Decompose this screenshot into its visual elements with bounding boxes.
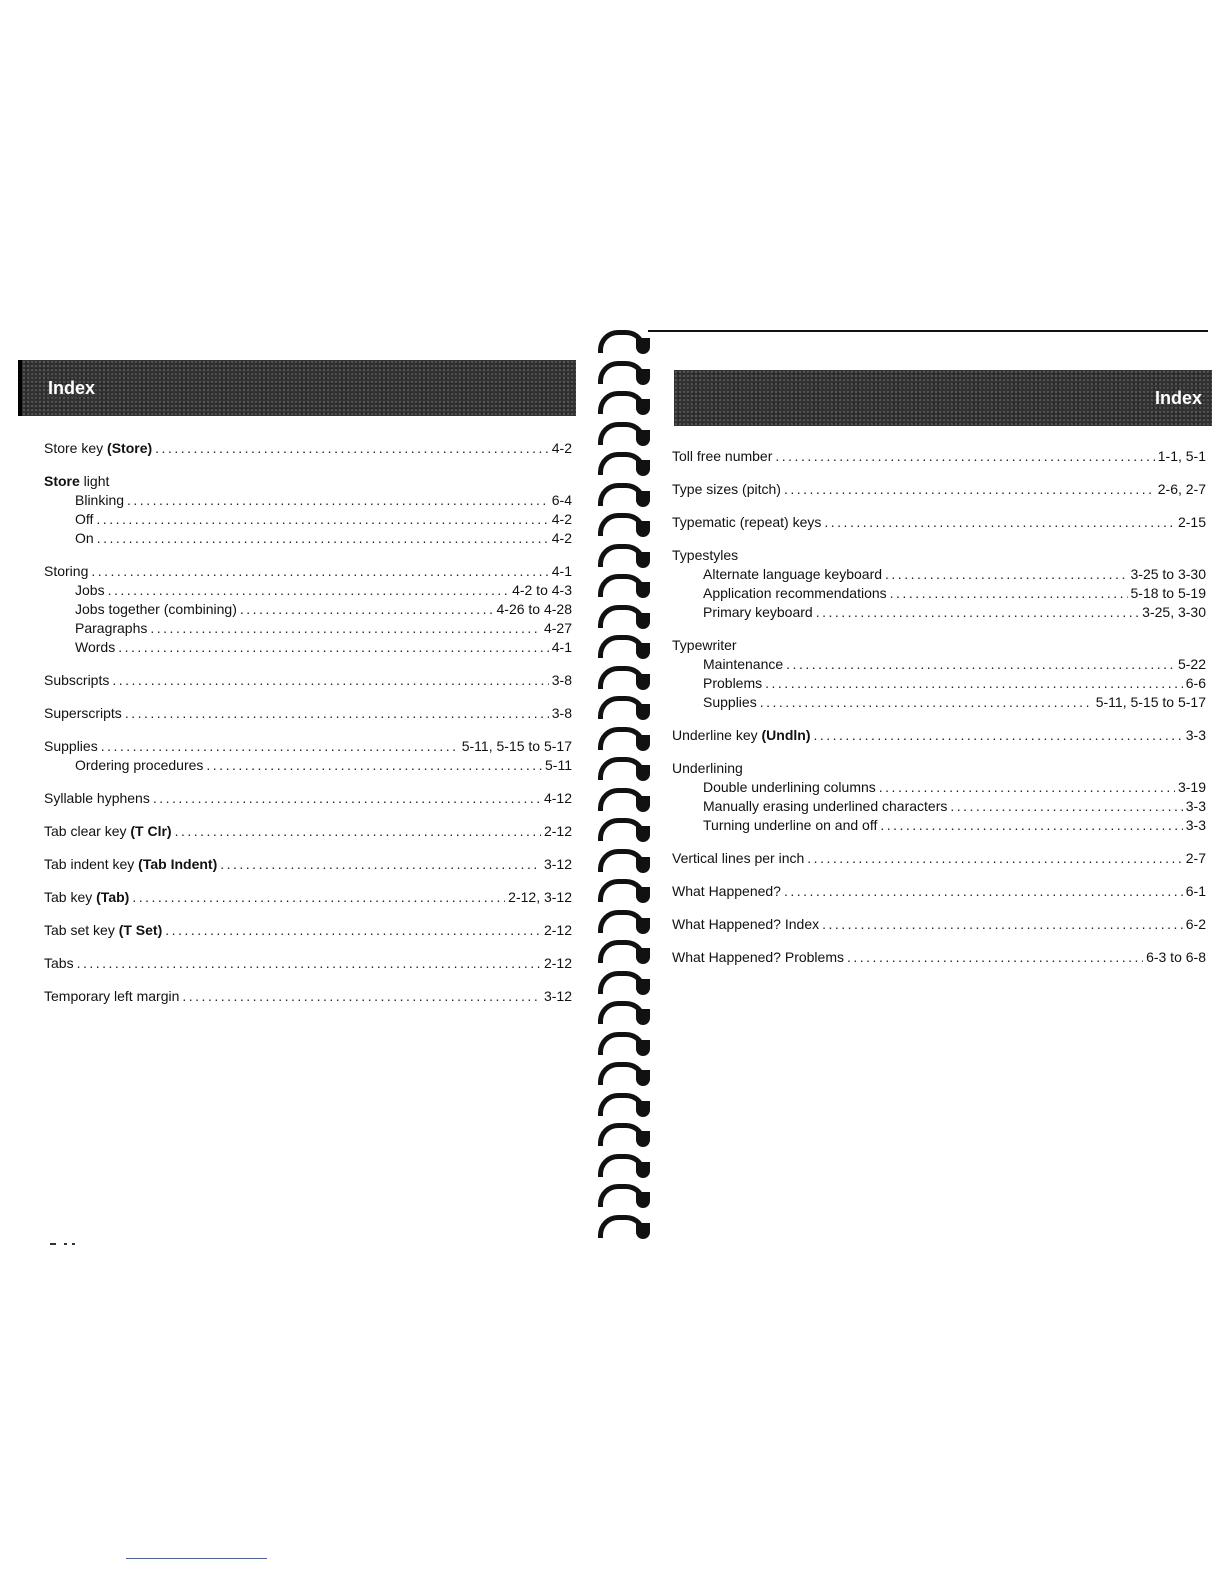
term-text: Primary keyboard — [703, 604, 813, 620]
stray-mark — [64, 1243, 67, 1245]
term-text: Alternate language keyboard — [703, 566, 883, 582]
term-text: Words — [75, 639, 116, 655]
index-term — [44, 440, 152, 456]
index-entry — [44, 705, 572, 724]
term-text: Store key — [44, 440, 108, 456]
spiral-coil — [594, 662, 650, 692]
right-index-page — [668, 330, 1212, 1230]
page-reference: 3-19 — [1177, 779, 1206, 795]
term-text: Syllable hyphens — [44, 790, 150, 806]
index-term — [703, 694, 757, 710]
dot-leader — [816, 604, 1139, 620]
page-reference: 5-11, 5-15 to 5-17 — [1095, 694, 1206, 710]
index-entry — [672, 949, 1206, 968]
spiral-coil — [594, 1119, 650, 1149]
index-term-line — [672, 481, 1206, 500]
index-term-line — [672, 448, 1206, 467]
index-term — [75, 620, 147, 636]
index-subentry — [672, 656, 1206, 675]
index-term — [75, 511, 93, 527]
index-term — [44, 672, 109, 688]
index-term-line — [44, 738, 572, 757]
page-reference: 6-3 to 6-8 — [1146, 949, 1206, 965]
index-subentry — [672, 585, 1206, 604]
index-entry — [672, 547, 1206, 623]
index-entry — [672, 883, 1206, 902]
index-term — [44, 823, 172, 839]
page-reference: 4-1 — [551, 639, 572, 655]
index-term — [75, 639, 115, 655]
term-text: Underlining — [672, 760, 743, 776]
index-term — [703, 656, 783, 672]
index-term — [672, 637, 737, 653]
term-text: Toll free number — [672, 448, 773, 464]
dot-leader — [786, 656, 1175, 672]
page-reference: 4-2 — [551, 511, 572, 527]
index-term-line — [44, 705, 572, 724]
page-reference: 2-12 — [543, 823, 572, 839]
page-reference: 6-1 — [1185, 883, 1206, 899]
index-term — [672, 883, 781, 899]
term-text: Ordering procedures — [75, 757, 204, 773]
spiral-coil — [594, 692, 650, 722]
dot-leader — [132, 889, 505, 905]
dot-leader — [775, 448, 1154, 464]
dot-leader — [822, 916, 1183, 932]
dot-leader — [765, 675, 1183, 691]
spiral-coil — [594, 418, 650, 448]
dot-leader — [150, 620, 541, 636]
term-text: What Happened? — [672, 883, 781, 899]
spiral-coil — [594, 906, 650, 936]
spiral-coil — [594, 387, 650, 417]
index-term — [75, 492, 124, 508]
term-text: Paragraphs — [75, 620, 148, 636]
index-term — [44, 738, 98, 754]
index-term — [703, 675, 762, 691]
index-entry — [44, 889, 572, 908]
dot-leader — [807, 850, 1182, 866]
index-entry — [44, 922, 572, 941]
key-name: (Undln) — [761, 727, 811, 743]
index-term — [672, 727, 810, 743]
spiral-coil — [594, 357, 650, 387]
term-text: Typestyles — [672, 547, 739, 563]
index-term-line — [672, 850, 1206, 869]
index-entry — [672, 850, 1206, 869]
page-reference: 5-22 — [1177, 656, 1206, 672]
dot-leader — [950, 798, 1182, 814]
index-term-line — [44, 889, 572, 908]
index-term-line — [672, 727, 1206, 746]
page-reference: 4-1 — [551, 563, 572, 579]
index-term — [672, 850, 804, 866]
dot-leader — [885, 566, 1127, 582]
dot-leader — [155, 440, 549, 456]
index-entry — [44, 672, 572, 691]
page-reference: 1-1, 5-1 — [1157, 448, 1206, 464]
index-term-line — [44, 473, 572, 492]
spiral-coil — [594, 1211, 650, 1241]
page-reference: 2-12 — [543, 955, 572, 971]
term-text: Off — [75, 511, 94, 527]
index-entry — [44, 823, 572, 842]
index-entry — [44, 988, 572, 1007]
page-reference: 3-25, 3-30 — [1142, 604, 1206, 620]
index-entry — [672, 760, 1206, 836]
page-reference: 2-12 — [543, 922, 572, 938]
term-text: Subscripts — [44, 672, 110, 688]
index-subentry — [672, 675, 1206, 694]
index-subentry — [44, 582, 572, 601]
left-index-page — [18, 350, 578, 1250]
index-term-line — [44, 440, 572, 459]
index-entry — [672, 514, 1206, 533]
dot-leader — [101, 738, 459, 754]
spiral-coil — [594, 509, 650, 539]
page-reference: 2-15 — [1177, 514, 1206, 530]
dot-leader — [97, 530, 549, 546]
spiral-coil — [594, 936, 650, 966]
page-reference: 4-2 — [551, 530, 572, 546]
right-index-title: Index — [1154, 387, 1202, 408]
index-term — [75, 582, 105, 598]
dot-leader — [784, 481, 1155, 497]
page-reference: 6-6 — [1185, 675, 1206, 691]
page-reference: 3-3 — [1185, 727, 1206, 743]
spiral-coil — [594, 1150, 650, 1180]
dot-leader — [112, 672, 548, 688]
dot-leader — [108, 582, 509, 598]
index-entry — [44, 440, 572, 459]
dot-leader — [77, 955, 541, 971]
spiral-coil — [594, 479, 650, 509]
dot-leader — [760, 694, 1093, 710]
dot-leader — [206, 757, 542, 773]
page-reference: 3-3 — [1185, 798, 1206, 814]
term-text: Double underlining columns — [703, 779, 876, 795]
index-subentry — [44, 492, 572, 511]
stray-mark — [72, 1243, 75, 1245]
page-reference: 5-11 — [545, 757, 572, 773]
index-subentry — [44, 511, 572, 530]
index-subentry — [44, 639, 572, 658]
index-term — [75, 757, 203, 773]
index-entry — [44, 790, 572, 809]
index-entry — [672, 916, 1206, 935]
page-reference: 2-7 — [1185, 850, 1206, 866]
term-text: Typewriter — [672, 637, 737, 653]
index-term-line — [44, 823, 572, 842]
term-text: Tab key — [44, 889, 97, 905]
index-term — [44, 790, 150, 806]
page-reference: 6-4 — [551, 492, 572, 508]
index-entry — [44, 563, 572, 658]
index-term — [75, 601, 237, 617]
index-term — [44, 889, 129, 905]
page-reference: 4-26 to 4-28 — [496, 601, 572, 617]
footer-underline — [126, 1558, 267, 1559]
dot-leader — [240, 601, 494, 617]
page-reference: 5-11, 5-15 to 5-17 — [461, 738, 572, 754]
term-text: Jobs — [75, 582, 105, 598]
term-text: Supplies — [703, 694, 757, 710]
term-text: Maintenance — [703, 656, 784, 672]
dot-leader — [125, 705, 549, 721]
term-text: Tab set key — [44, 922, 119, 938]
spiral-coil — [594, 448, 650, 478]
term-text: What Happened? Index — [672, 916, 820, 932]
left-index-title: Index — [48, 377, 96, 398]
right-index-header — [674, 370, 1212, 426]
key-name: Store — [44, 473, 80, 489]
index-term-line — [44, 922, 572, 941]
spiral-coil — [594, 967, 650, 997]
index-term-line — [672, 949, 1206, 968]
index-term — [44, 922, 162, 938]
index-entry — [44, 738, 572, 776]
index-term — [703, 585, 887, 601]
page-reference: 2-6, 2-7 — [1157, 481, 1206, 497]
key-name: (Store) — [107, 440, 153, 456]
index-subentry — [672, 604, 1206, 623]
term-text: Problems — [703, 675, 763, 691]
spiral-coil — [594, 753, 650, 783]
stray-mark — [50, 1243, 56, 1245]
index-entry — [44, 473, 572, 549]
index-term — [672, 547, 738, 563]
spiral-coil — [594, 326, 650, 356]
left-index-header — [18, 360, 576, 416]
index-subentry — [672, 779, 1206, 798]
term-text: Vertical lines per inch — [672, 850, 805, 866]
term-text: What Happened? Problems — [672, 949, 844, 965]
dot-leader — [153, 790, 541, 806]
term-text-suffix: light — [79, 473, 110, 489]
index-term-line — [672, 760, 1206, 779]
term-text: Tabs — [44, 955, 74, 971]
spiral-coil — [594, 1058, 650, 1088]
index-term-line — [672, 514, 1206, 533]
index-entry — [672, 727, 1206, 746]
index-term — [672, 949, 844, 965]
page-reference: 6-2 — [1185, 916, 1206, 932]
index-entry — [672, 637, 1206, 713]
index-term-line — [44, 856, 572, 875]
index-entry — [44, 856, 572, 875]
dot-leader — [220, 856, 541, 872]
left-index-entries — [44, 440, 572, 1021]
spiral-coil — [594, 601, 650, 631]
index-term — [703, 779, 876, 795]
index-term — [672, 514, 821, 530]
index-term — [44, 705, 122, 721]
right-index-entries — [672, 448, 1206, 982]
spiral-coil — [594, 845, 650, 875]
spiral-coil — [594, 997, 650, 1027]
index-subentry — [672, 566, 1206, 585]
index-entry — [672, 481, 1206, 500]
index-term — [75, 530, 94, 546]
dot-leader — [91, 563, 548, 579]
term-text: Tab indent key — [44, 856, 139, 872]
index-term-line — [44, 955, 572, 974]
index-term — [672, 916, 819, 932]
term-text: Manually erasing underlined characters — [703, 798, 948, 814]
index-term-line — [672, 916, 1206, 935]
term-text: On — [75, 530, 94, 546]
page-reference: 4-27 — [543, 620, 572, 636]
key-name: (Tab Indent) — [138, 856, 218, 872]
term-text: Storing — [44, 563, 89, 579]
dot-leader — [813, 727, 1182, 743]
index-term — [44, 955, 74, 971]
dot-leader — [182, 988, 541, 1004]
spiral-coil — [594, 1089, 650, 1119]
term-text: Type sizes (pitch) — [672, 481, 781, 497]
index-term — [44, 473, 109, 489]
page-reference: 5-18 to 5-19 — [1130, 585, 1206, 601]
page-reference: 4-2 to 4-3 — [512, 582, 572, 598]
spiral-coil — [594, 631, 650, 661]
dot-leader — [127, 492, 549, 508]
spiral-coil — [594, 723, 650, 753]
dot-leader — [784, 883, 1183, 899]
index-term-line — [44, 672, 572, 691]
term-text: Blinking — [75, 492, 125, 508]
key-name: (Tab) — [96, 889, 130, 905]
index-term-line — [672, 883, 1206, 902]
dot-leader — [890, 585, 1128, 601]
spiral-coil — [594, 1180, 650, 1210]
index-term — [703, 566, 882, 582]
top-rule — [648, 330, 1208, 332]
index-entry — [44, 955, 572, 974]
index-term — [703, 817, 877, 833]
index-term — [44, 988, 179, 1004]
term-text: Jobs together (combining) — [75, 601, 237, 617]
dot-leader — [879, 779, 1175, 795]
index-term — [703, 604, 813, 620]
spiral-coil — [594, 540, 650, 570]
term-text: Supplies — [44, 738, 98, 754]
dot-leader — [824, 514, 1175, 530]
spiral-coil — [594, 1028, 650, 1058]
index-subentry — [44, 601, 572, 620]
index-term-line — [672, 637, 1206, 656]
index-term — [672, 760, 743, 776]
index-subentry — [44, 757, 572, 776]
term-text: Application recommendations — [703, 585, 887, 601]
dot-leader — [165, 922, 541, 938]
index-term-line — [44, 563, 572, 582]
index-subentry — [44, 620, 572, 639]
index-term — [703, 798, 947, 814]
term-text: Temporary left margin — [44, 988, 180, 1004]
page-reference: 2-12, 3-12 — [508, 889, 572, 905]
dot-leader — [880, 817, 1182, 833]
index-term-line — [672, 547, 1206, 566]
term-text: Turning underline on and off — [703, 817, 878, 833]
dot-leader — [118, 639, 549, 655]
index-term-line — [44, 790, 572, 809]
page-reference: 4-2 — [551, 440, 572, 456]
index-subentry — [672, 798, 1206, 817]
page-reference: 3-3 — [1185, 817, 1206, 833]
index-term — [672, 481, 781, 497]
page-reference: 3-12 — [543, 988, 572, 1004]
index-entry — [672, 448, 1206, 467]
key-name: (T Set) — [118, 922, 163, 938]
term-text: Superscripts — [44, 705, 122, 721]
term-text: Typematic (repeat) keys — [672, 514, 822, 530]
index-term — [672, 448, 772, 464]
page-reference: 3-8 — [551, 705, 572, 721]
page-reference: 3-25 to 3-30 — [1130, 566, 1206, 582]
index-subentry — [44, 530, 572, 549]
index-term — [44, 563, 88, 579]
page-reference: 3-8 — [551, 672, 572, 688]
term-text: Tab clear key — [44, 823, 131, 839]
term-text: Underline key — [672, 727, 762, 743]
index-term-line — [44, 988, 572, 1007]
spiral-coil — [594, 814, 650, 844]
key-name: (T Clr) — [130, 823, 172, 839]
spiral-coil — [594, 570, 650, 600]
spiral-coil — [594, 875, 650, 905]
dot-leader — [175, 823, 541, 839]
index-subentry — [672, 694, 1206, 713]
dot-leader — [96, 511, 548, 527]
index-term — [44, 856, 217, 872]
page-reference: 3-12 — [543, 856, 572, 872]
spiral-binding — [594, 326, 656, 1256]
spiral-coil — [594, 784, 650, 814]
index-subentry — [672, 817, 1206, 836]
page-reference: 4-12 — [543, 790, 572, 806]
dot-leader — [847, 949, 1143, 965]
